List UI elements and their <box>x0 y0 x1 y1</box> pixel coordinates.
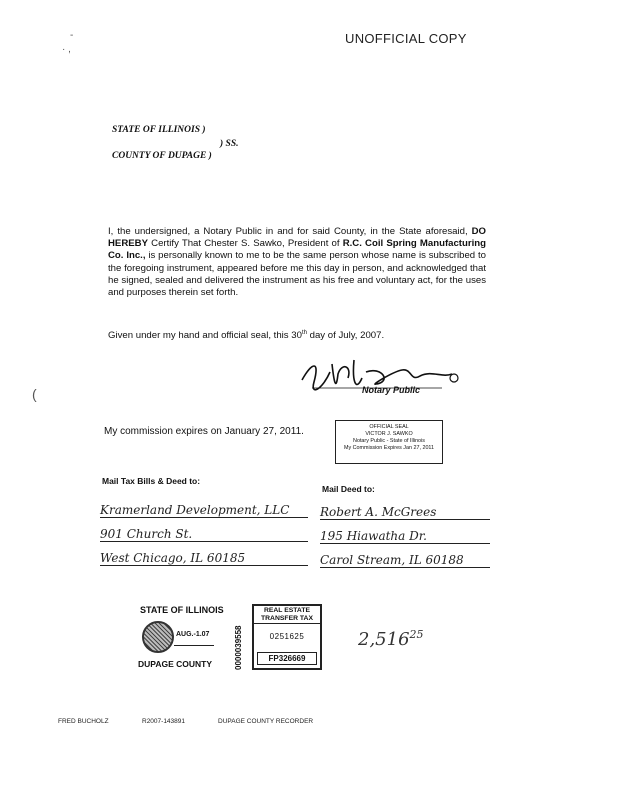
mail-tax-line-2: 901 Church St. <box>100 527 308 542</box>
ack-company-2: Manufacturing Co. Inc., <box>108 238 486 262</box>
mail-tax-line-1: Kramerland Development, LLC <box>100 503 308 518</box>
given-prefix: Given under my hand and official seal, this 30 <box>108 330 302 342</box>
transfer-tax-stamp <box>252 604 322 670</box>
mail-deed-line-1: Robert A. McGrees <box>320 505 490 520</box>
amount-cents: 25 <box>409 628 424 641</box>
footer-doc-number: R2007-143891 <box>142 718 186 725</box>
footer-recorder-name: FRED BUCHOLZ <box>58 718 109 725</box>
state-tax-stamp <box>128 605 230 671</box>
transfer-tax-amount: 0251625 <box>269 632 305 641</box>
stamp-state: STATE OF ILLINOIS <box>140 605 224 615</box>
given-under-hand <box>108 330 384 341</box>
official-seal <box>335 420 443 464</box>
acknowledgment-paragraph <box>108 226 486 299</box>
transfer-tax-fp: FP326669 <box>257 652 317 665</box>
seal-title: OFFICIAL SEAL <box>369 424 409 430</box>
seal-state: Notary Public - State of Illinois <box>353 438 425 444</box>
given-suffix: day of July, 2007. <box>309 330 385 342</box>
mail-deed-label: Mail Deed to: <box>322 484 375 494</box>
stamp-dash <box>174 645 214 646</box>
mail-tax-line-3: West Chicago, IL 60185 <box>100 551 308 566</box>
punch-hole-mark: ( <box>32 386 37 402</box>
state-seal-icon <box>142 621 174 653</box>
seal-expiry: My Commission Expires Jan 27, 2011 <box>343 445 435 451</box>
given-sup: th <box>301 330 307 336</box>
ack-line-1: I, the undersigned, a Notary Public in and for said County, in the State aforesaid, <box>108 226 468 237</box>
seal-name: VICTOR J. SAWKO <box>365 431 413 437</box>
handwritten-amount <box>358 628 424 650</box>
unofficial-copy-header: UNOFFICIAL COPY <box>345 31 467 46</box>
ack-do-hereby: DO HEREBY <box>108 226 487 250</box>
county-line: COUNTY OF DUPAGE ) <box>112 151 212 161</box>
mail-deed-line-2: 195 Hiawatha Dr. <box>320 529 490 544</box>
ss-line: ) SS. <box>220 139 239 149</box>
transfer-tax-header: REAL ESTATE TRANSFER TAX <box>254 606 320 624</box>
serial-text: 0000039558 <box>234 625 243 670</box>
scan-mark: - <box>70 30 74 41</box>
ack-certify: Certify That Chester S. Sawko, President of <box>151 238 340 250</box>
stamp-date: AUG.-1.07 <box>176 631 210 638</box>
amount-main: 2,516 <box>358 629 410 650</box>
stamp-serial-number <box>234 606 248 670</box>
commission-expiry: My commission expires on January 27, 2011. <box>104 426 304 437</box>
state-line: STATE OF ILLINOIS ) <box>112 125 206 135</box>
stamp-county: DUPAGE COUNTY <box>138 659 212 669</box>
mail-tax-bills-label: Mail Tax Bills & Deed to: <box>102 476 201 486</box>
mail-deed-line-3: Carol Stream, IL 60188 <box>320 553 490 568</box>
ack-rest: is personally known to me to be the same person whose name is subscribed to the foregoing instrument, appeared before me this day in person, and acknowledged that he signed, sealed and delivered the instrument as his free and voluntary act, for the uses and purposes therein set forth. <box>108 250 487 299</box>
scan-mark: · , <box>62 44 71 55</box>
footer-office: DUPAGE COUNTY RECORDER <box>218 718 314 725</box>
ack-company-1: R.C. Coil Spring <box>342 238 417 250</box>
notary-public-label: Notary Public <box>362 385 421 395</box>
